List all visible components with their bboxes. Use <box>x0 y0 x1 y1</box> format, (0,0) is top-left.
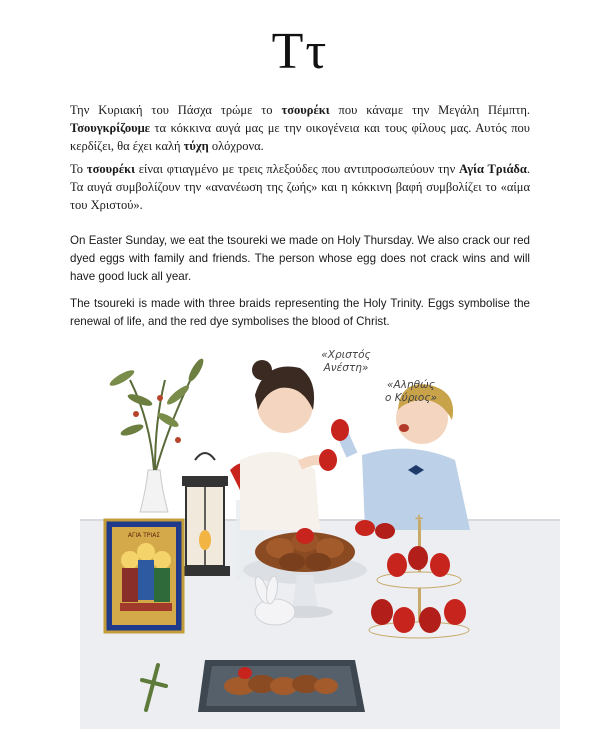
bold-term-tychi: τύχη <box>183 139 209 153</box>
text-run: . Τα αυγά συμβολίζουν την «ανανέωση της ζωής» και η κόκκινη βαφή συμβολίζει το «αίμα του Χριστού». <box>70 162 531 212</box>
text-run: που κάναμε την Μεγάλη Πέμπτη. <box>329 103 531 117</box>
text-run: ολόχρονα. <box>208 139 264 153</box>
bold-term-tsoureki: τσουρέκι <box>86 162 135 176</box>
text-run: Την Κυριακή του Πάσχα τρώμε το <box>70 103 282 117</box>
bread-tray <box>198 660 365 712</box>
holy-trinity-icon <box>105 520 183 632</box>
boy-speech-line-2: ο Κύριος» <box>384 392 437 404</box>
icon-caption: ΑΓΙΑ ΤΡΙΑΣ <box>127 532 161 539</box>
greek-paragraph-1 <box>70 101 530 155</box>
red-egg <box>355 520 375 536</box>
bold-term-tsoureki: τσουρέκι <box>281 103 330 117</box>
lantern <box>180 453 230 576</box>
text-run: Το <box>70 162 87 176</box>
girl-speech-line-2: Ανέστη» <box>323 362 369 374</box>
text-run: τα κόκκινα αυγά μας με την οικογένεια και τους φίλους μας. Αυτός που κερδίζει, θα έχει καλή <box>70 121 530 153</box>
girl-speech-bubble <box>306 349 386 375</box>
svg-text:✝: ✝ <box>413 513 425 529</box>
girl-figure <box>240 360 337 530</box>
text-run: είναι φτιαγμένο με τρεις πλεξούδες που αντιπροσωπεύουν την <box>134 162 460 176</box>
english-paragraph-1: On Easter Sunday, we eat the tsoureki we made on Holy Thursday. We also crack our red dyed eggs with family and friends. The person whose egg does not crack wins and will have good luck all year. <box>70 234 530 283</box>
red-egg <box>375 523 395 539</box>
bold-term-tsougrizoume: Τσουγκρίζουμε <box>70 121 150 135</box>
girl-speech-line-1: «Χριστός <box>321 349 371 361</box>
bold-term-agia-triada: Αγία Τριάδα <box>459 162 527 176</box>
greek-paragraph-2 <box>70 160 530 214</box>
page-letter: Ττ <box>271 23 329 80</box>
easter-illustration <box>0 340 600 729</box>
boy-figure <box>331 384 470 530</box>
boy-speech-line-1: «Αληθώς <box>387 379 435 391</box>
english-paragraph-2: The tsoureki is made with three braids representing the Holy Trinity. Eggs symbolise the renewal of life, and the red dye symbolises the blood of Christ. <box>70 297 530 328</box>
boy-speech-bubble <box>372 379 450 405</box>
